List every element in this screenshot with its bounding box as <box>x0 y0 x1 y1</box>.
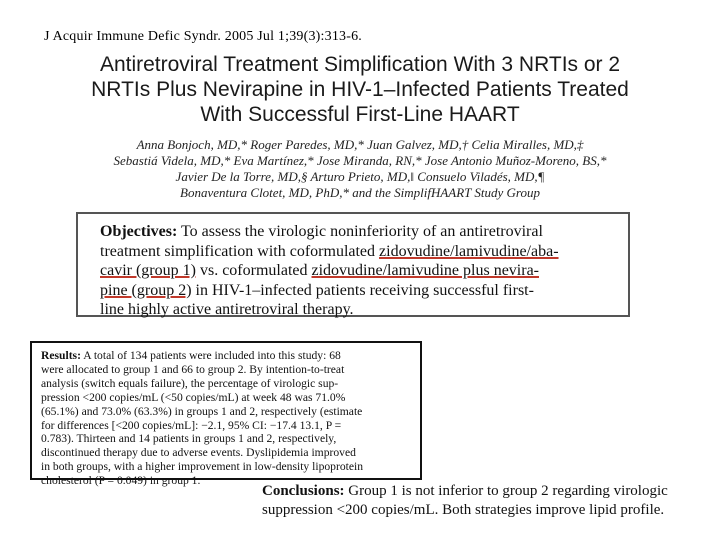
results-line: 0.783). Thirteen and 14 patients in groups 1 and 2, respectively, <box>41 432 337 446</box>
author-line: Sebastiá Videla, MD,* Eva Martínez,* Jose Miranda, RN,* Jose Antonio Muñoz-Moreno, BS,* <box>113 153 607 168</box>
citation: J Acquir Immune Defic Syndr. 2005 Jul 1;39(3):313-6. <box>44 29 362 44</box>
objectives-text-span: vs. coformulated <box>195 262 312 279</box>
author-list <box>40 137 680 201</box>
objectives-underlined-span: pine (group 2) <box>100 281 192 299</box>
title-line: NRTIs Plus Nevirapine in HIV-1–Infected Patients Treated <box>91 78 629 101</box>
results-line <box>41 349 416 363</box>
results-line: pression <200 copies/mL (<50 copies/mL) at week 48 was 71.0% <box>41 390 346 404</box>
objectives-underlined-span: cavir (group 1) <box>100 262 196 279</box>
objectives-line <box>100 300 620 320</box>
objectives-line <box>100 222 620 242</box>
objectives-underlined-span: zidovudine/lamivudine/aba- <box>379 242 559 260</box>
results-heading: Results: <box>41 349 81 362</box>
results-text <box>41 349 416 488</box>
objectives-text-span: line highly active antiretroviral therapy. <box>100 301 354 318</box>
objectives-line <box>100 281 620 301</box>
conclusions-heading: Conclusions: <box>262 483 345 499</box>
results-line: discontinued therapy due to adverse events. Dyslipidemia improved <box>41 446 356 460</box>
title-line: Antiretroviral Treatment Simplification With 3 NRTIs or 2 <box>99 53 621 76</box>
results-line: (65.1%) and 73.0% (63.3%) in groups 1 and 2, respectively (estimate <box>41 404 363 418</box>
results-line: for differences [<200 copies/mL]: −2.1, 95% CI: −17.4 13.1, P = <box>41 418 342 432</box>
conclusions-line: suppression <200 copies/mL. Both strategies improve lipid profile. <box>262 502 665 518</box>
results-line: in both groups, with a higher improvement in low-density lipoprotein <box>41 460 364 474</box>
conclusions-block <box>262 482 712 520</box>
results-line: analysis (switch equals failure), the percentage of virologic sup- <box>41 376 339 390</box>
objectives-box <box>76 212 630 317</box>
objectives-text <box>100 222 620 320</box>
results-text-span: A total of 134 patients were included into this study: 68 <box>80 349 341 362</box>
paper-title <box>40 52 680 127</box>
results-box <box>30 341 422 488</box>
results-line: cholesterol (P = 0.049) in group 1. <box>41 474 201 488</box>
objectives-text-span: To assess the virologic noninferiority of an antiretroviral <box>177 223 543 240</box>
objectives-line <box>100 261 620 281</box>
title-line: With Successful First-Line HAART <box>200 103 520 126</box>
objectives-text-span: in HIV-1–infected patients receiving successful first- <box>191 281 534 299</box>
objectives-heading: Objectives: <box>100 223 178 240</box>
objectives-text-span: treatment simplification with coformulated <box>100 242 380 260</box>
objectives-line <box>100 242 620 262</box>
author-line: Bonaventura Clotet, MD, PhD,* and the SimplifHAART Study Group <box>180 185 540 200</box>
objectives-underlined-span: zidovudine/lamivudine plus nevira- <box>311 262 539 279</box>
author-line: Javier De la Torre, MD,§ Arturo Prieto, MD,‖ Consuelo Viladés, MD,¶ <box>175 169 545 184</box>
author-line: Anna Bonjoch, MD,* Roger Paredes, MD,* Juan Galvez, MD,† Celia Miralles, MD,‡ <box>136 137 584 152</box>
results-line: were allocated to group 1 and 66 to group 2. By intention-to-treat <box>41 362 345 376</box>
conclusions-line <box>262 482 712 501</box>
conclusions-text-span: Group 1 is not inferior to group 2 regarding virologic <box>344 483 668 499</box>
